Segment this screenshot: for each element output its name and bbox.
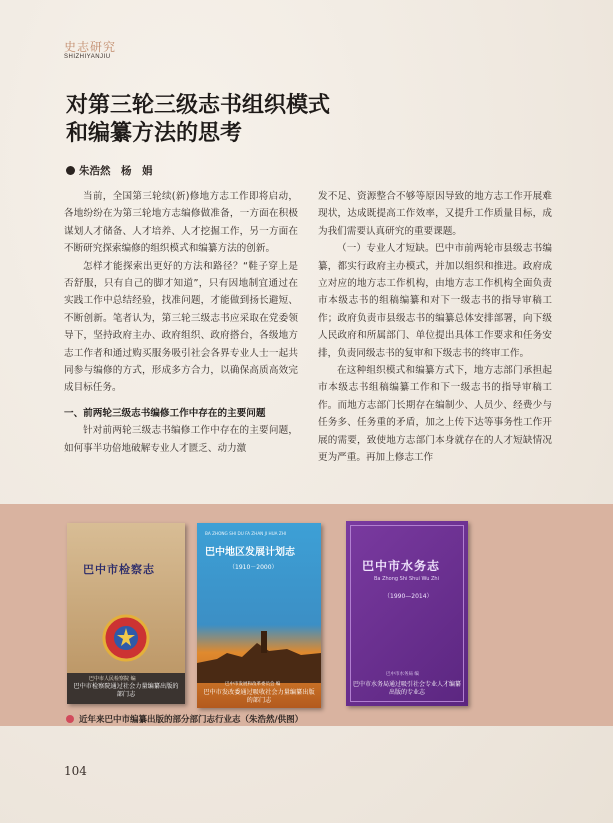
book-cover-development <box>197 523 321 708</box>
section-label: 史志研究 <box>64 40 117 54</box>
book-title: 巴中市检察志 <box>83 563 155 576</box>
emblem-icon <box>101 613 151 663</box>
paragraph: 怎样才能探索出更好的方法和路径？“鞋子穿上是否舒服，只有自己的脚才知道”，只有因地制宜通过在实践工作中总结经验，找准问题，才能做到扬长避短、不断创新。笔者认为，第三轮三级志书应采取在党委领导下，坚持政府主办、政府组织、政府搭台，各级地方志工作者和通过购买服务吸引社会各界专业人士一起共同参与编修的方式，形成多方合力，以确保高质高效完成目标任务。 <box>64 260 298 394</box>
section-heading: 一、前两轮三级志书编修工作中存在的主要问题 <box>64 407 266 419</box>
caption-bullet-icon <box>66 715 74 723</box>
title-line-1: 对第三轮三级志书组织模式 <box>66 93 331 118</box>
paragraph: 发不足、资源整合不够等原因导致的地方志工作开展难现状，达成既提高工作效率，又提升工作质量目标，成为我们需要认真研究的重要课题。 <box>318 191 552 237</box>
paragraph <box>318 240 552 362</box>
book-note: 巴中市发改委通过吸收社会力量编纂出版的部门志 <box>203 689 315 704</box>
paragraph: 针对前两轮三级志书编修工作中存在的主要问题，如何事半功倍地破解专业人才匮乏、动力激 <box>64 425 298 454</box>
bullet-icon <box>66 166 75 175</box>
book-pinyin: Ba Zhong Shi Shui Wu Zhi <box>374 576 439 582</box>
section-label-pinyin: SHIZHIYANJIU <box>64 54 111 60</box>
title-line-2: 和编纂方法的思考 <box>66 121 243 146</box>
book-note: 巴中市水务局通过吸引社会专业人才编纂出版的专业志 <box>352 681 461 696</box>
column-right <box>318 188 552 467</box>
article-title <box>66 92 486 148</box>
book-title: 巴中地区发展计划志 <box>205 547 295 558</box>
skyline-image <box>197 623 321 683</box>
byline <box>66 163 153 178</box>
book-publisher: 巴中市人民检察院 编 <box>89 676 136 682</box>
paragraph: 在这种组织模式和编纂方式下，地方志部门承担起市本级志书组稿编纂工作和下一级志书的指导审稿工作。而地方志部门长期存在编制少、人员少、经费少与任务多、任务重的矛盾，加之上传下达等事务性工作开展的需要，致使地方志部门本身就存在的人才短缺情况更为严重。再加上修志工作 <box>318 365 552 464</box>
book-title: 巴中市水务志 <box>362 559 441 573</box>
page-number: 104 <box>64 764 87 778</box>
book-publisher: 巴中市发展和改革委员会 编 <box>225 682 281 687</box>
book-years: （1990—2014） <box>384 593 433 600</box>
book-publisher: 巴中市水务局 编 <box>386 672 419 677</box>
subheading: （一）专业人才短缺。 <box>337 243 435 255</box>
book-cover-procuratorate <box>67 523 185 704</box>
paragraph: 当前，全国第三轮续(新)修地方志工作即将启动，各地纷纷在为第三轮地方志编修做准备，一方面在积极谋划人才储备、人才培养、人才挖掘工作，另一方面在不断研究探索编修的组织模式和编纂方法的创新。 <box>64 191 298 255</box>
book-pinyin: BA ZHONG SHI DU FA ZHAN JI HUA ZHI <box>205 531 287 536</box>
book-years: （1910－2000） <box>229 564 278 571</box>
book-cover-water <box>346 521 468 706</box>
figure-caption: 近年来巴中市编纂出版的部分部门志行业志（朱浩然/供图） <box>66 713 303 725</box>
column-left <box>64 188 298 457</box>
authors: 朱浩然 杨 娟 <box>79 165 153 177</box>
paragraph-text: 巴中市前两轮市县级志书编纂，都实行政府主办模式，并加以组织和推进。政府成立对应的地方志工作机构，由地方志工作机构全面负责市本级志书的组稿编纂和对下一级志书的指导审稿工作；政府负责市县级志书的编纂总体安排部署，向下级人民政府和所属部门、单位提出具体工作要求和任务安排，负责同级志书的复审和下级志书的终审工作。 <box>318 243 552 359</box>
book-note: 巴中市检察院通过社会力量编纂出版的部门志 <box>73 683 179 698</box>
